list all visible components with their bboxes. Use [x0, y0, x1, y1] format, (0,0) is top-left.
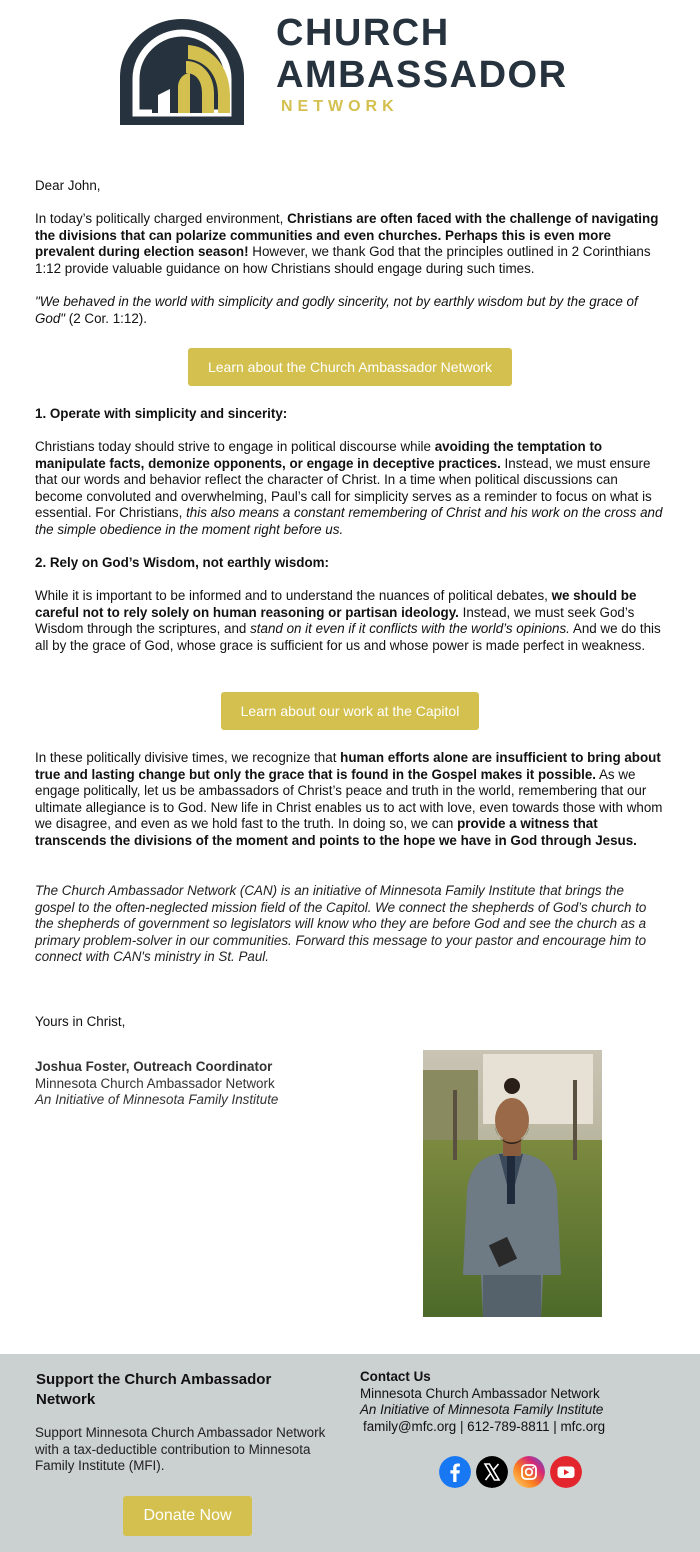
separator: | — [456, 1418, 468, 1434]
x-icon[interactable] — [476, 1456, 508, 1488]
signature-org: Minnesota Church Ambassador Network — [35, 1075, 275, 1091]
quote-reference: (2 Cor. 1:12). — [65, 310, 147, 326]
bold-run: Christians are often faced with the challenge of navigating the divisions that can polarize communities and even churches. Perhaps this is even more prevalent during election season! — [35, 211, 659, 260]
contact-links — [360, 1419, 680, 1436]
contact-title: Contact Us — [360, 1369, 431, 1384]
youtube-icon[interactable] — [550, 1456, 582, 1488]
donate-now-button[interactable]: Donate Now — [123, 1496, 252, 1536]
heading-wisdom: 2. Rely on God’s Wisdom, not earthly wisdom: — [35, 555, 330, 570]
italic-run: stand on it even if it conflicts with the world’s opinions. — [250, 621, 570, 637]
website-link[interactable]: mfc.org — [560, 1418, 606, 1434]
scripture-quote — [35, 294, 665, 327]
mfi-link[interactable]: Minnesota Family Institute (MFI). — [35, 1441, 311, 1474]
text-run: And we do this all by the grace of God, whose grace is sufficient for us and whose power is made perfect in weakness. — [35, 621, 661, 653]
learn-capitol-button[interactable]: Learn about our work at the Capitol — [221, 692, 479, 730]
learn-network-button[interactable]: Learn about the Church Ambassador Network — [188, 348, 512, 386]
email-link[interactable]: family@mfc.org — [363, 1418, 457, 1434]
support-title: Support the Church Ambassador Network — [36, 1371, 272, 1408]
text-run: Instead, we must ensure that our words and behavior reflect the character of Christ. In a time when political discussions can become convoluted and overwhelming, Paul’s call for simplicity serves as a reminder to focus on what is essential. For Christians, — [35, 455, 652, 521]
text-run: Instead, we must seek God’s Wisdom through the scriptures, and — [35, 604, 635, 637]
portrait-photo — [423, 1050, 602, 1317]
intro-paragraph — [35, 211, 665, 277]
signature-name: Joshua Foster, Outreach Coordinator — [35, 1059, 273, 1074]
about-can-paragraph: The Church Ambassador Network (CAN) is an initiative of Minnesota Family Institute that brings the gospel to the often-neglected mission field of the Capitol. We connect the shepherds of God’s church to the shepherds of government so legislators will know who they are before God and see the church as a primary problem-solver in our communities. Forward this message to your pastor and encourage him to connect with CAN's ministry in St. Paul. — [35, 883, 647, 965]
signature-block — [35, 1059, 405, 1109]
text-run: In these politically divisive times, we recognize that — [35, 750, 341, 765]
phone-number: 612-789-8811 — [467, 1418, 550, 1434]
instagram-icon[interactable] — [513, 1456, 545, 1488]
separator: | — [549, 1418, 561, 1434]
contact-org: Minnesota Church Ambassador Network — [360, 1385, 600, 1401]
logo-wordmark — [276, 12, 568, 116]
text-run: However, we thank God that the principles outlined in 2 Corinthians 1:12 provide valuable guidance on how Christians should engage during such times. — [35, 244, 651, 276]
contact-initiative: An Initiative of Minnesota Family Institute — [360, 1402, 604, 1418]
text-run: As we engage politically, let us be ambassadors of Christ’s peace and truth in the world, remembering that our ultimate allegiance is to God. New life in Christ enables us to act with love, even towards those with whom we disagree, and even as we hold fast to the truth. In doing so, we can — [35, 766, 663, 832]
text-run: Christians today should strive to engage in political discourse while — [35, 439, 435, 454]
bold-run: we should be careful not to rely solely on human reasoning or partisan ideology. — [35, 588, 637, 620]
closing-salutation: Yours in Christ, — [35, 1014, 126, 1029]
closing-paragraph — [35, 750, 665, 850]
signature-initiative: An Initiative of Minnesota Family Institute — [35, 1092, 279, 1108]
bold-run: human efforts alone are insufficient to bring about true and lasting change but only the grace that is found in the Gospel makes it possible. — [35, 750, 661, 782]
logo-line-ambassador: AMBASSADOR — [276, 54, 568, 96]
italic-run: this also means a constant remembering of Christ and his work on the cross and the simple obedience in the moment right before us. — [35, 505, 663, 537]
logo-line-network: NETWORK — [281, 98, 399, 115]
heading-simplicity: 1. Operate with simplicity and sincerity: — [35, 406, 288, 421]
text-run: While it is important to be informed and to understand the nuances of political debates, — [35, 588, 552, 603]
bold-run: provide a witness that transcends the divisions of the moment and points to the hope we have in God through Jesus. — [35, 816, 637, 848]
logo-line-church: CHURCH — [276, 12, 450, 54]
support-text: Support Minnesota Church Ambassador Network with a tax-deductible contribution to — [35, 1425, 326, 1457]
quote-text: "We behaved in the world with simplicity and godly sincerity, not by earthly wisdom but by the grace of God" — [35, 294, 638, 326]
greeting: Dear John, — [35, 178, 101, 193]
text-run: In today’s politically charged environment, — [35, 211, 288, 226]
simplicity-paragraph — [35, 439, 665, 539]
church-arch-logo-icon — [118, 15, 246, 127]
header — [0, 0, 700, 140]
contact-block — [360, 1369, 680, 1435]
wisdom-paragraph — [35, 588, 665, 654]
support-paragraph — [35, 1425, 335, 1475]
bold-run: avoiding the temptation to manipulate facts, demonize opponents, or engage in deceptive practices. — [35, 439, 603, 471]
facebook-icon[interactable] — [439, 1456, 471, 1488]
